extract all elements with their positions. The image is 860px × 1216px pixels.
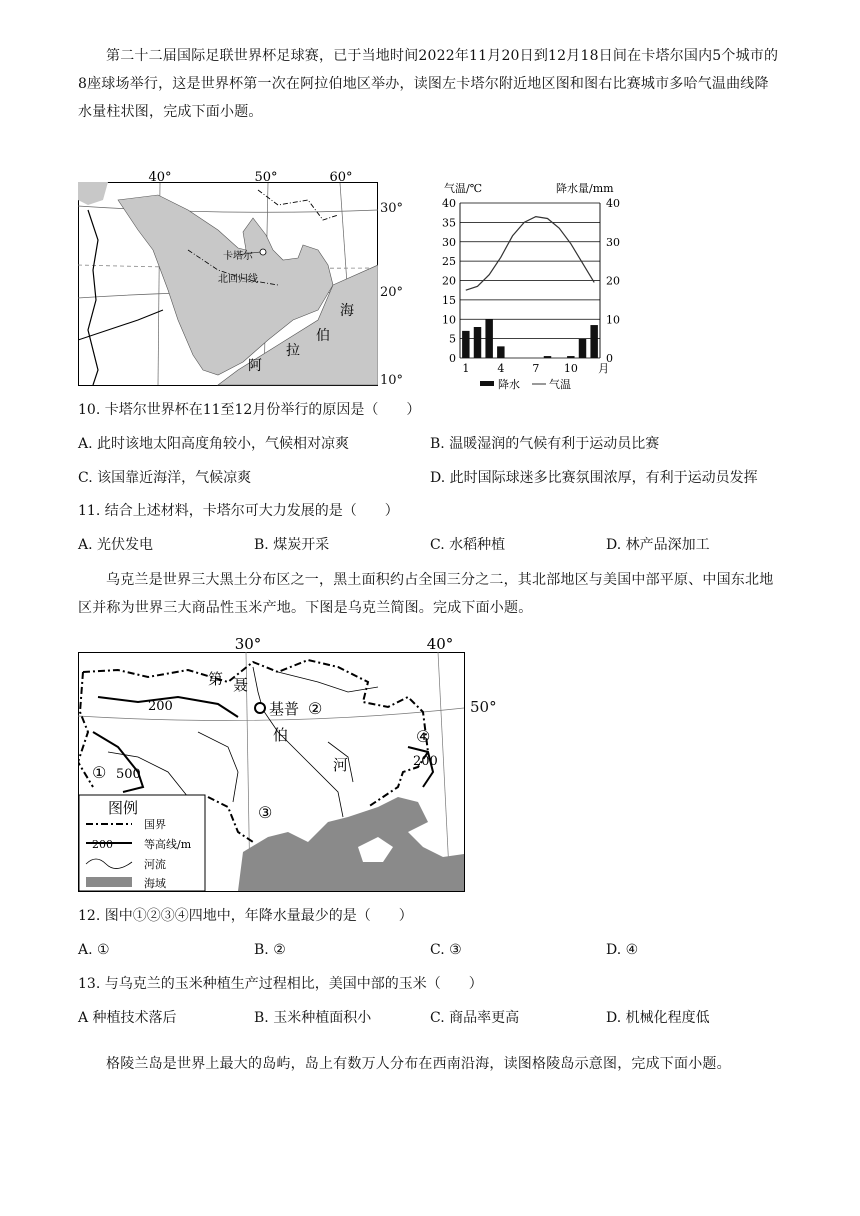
point-4: ④	[416, 727, 431, 746]
legend-contour-sample: 200	[92, 838, 113, 851]
point-2: ②	[308, 699, 323, 718]
river-char-2: 聂	[233, 676, 249, 694]
intro-paragraph-2: 乌克兰是世界三大黑土分布区之一，黑土面积约占全国三分之二，其北部地区与美国中部平原、中国东北地区并称为世界三大商品性玉米产地。下图是乌克兰简图。完成下面小题。	[78, 572, 774, 616]
contour-label-3: 200	[413, 754, 438, 769]
precip-bar-2	[474, 327, 481, 358]
lon-50: 50°	[254, 170, 278, 185]
precip-bar-4	[497, 346, 504, 358]
precip-bar-10	[567, 356, 574, 358]
river-char-3: 伯	[273, 726, 289, 744]
precip-bar-1	[462, 331, 469, 358]
lat-20: 20°	[380, 285, 404, 300]
lat-50: 50°	[470, 698, 497, 716]
legend-border: 国界	[144, 818, 166, 831]
legend-sea: 海域	[144, 877, 166, 890]
right-axis-label: 降水量/mm	[556, 182, 614, 195]
intro-paragraph-3: 格陵兰岛是世界上最大的岛屿，岛上有数万人分布在西南沿海，读图格陵岛示意图，完成下面小题。	[106, 1056, 731, 1072]
lon-60: 60°	[329, 170, 353, 185]
sea-char-4: 阿	[248, 358, 262, 374]
y-tick-left: 0	[449, 352, 456, 365]
y-tick-left: 25	[442, 255, 456, 269]
point-1: ①	[92, 763, 107, 782]
q12-option-d[interactable]: D. ④	[606, 942, 639, 958]
q12-option-a[interactable]: A. ①	[78, 942, 110, 958]
q13-stem: 13. 与乌克兰的玉米种植生产过程相比，美国中部的玉米（ ）	[78, 976, 483, 992]
q13-option-b[interactable]: B. 玉米种植面积小	[254, 1010, 372, 1026]
precip-bar-11	[579, 339, 586, 358]
y-tick-left: 10	[442, 313, 456, 327]
y-tick-right: 10	[606, 313, 620, 327]
precip-bar-3	[485, 319, 492, 358]
doha-climate-chart	[420, 178, 620, 394]
q12-stem: 12. 图中①②③④四地中，年降水量最少的是（ ）	[78, 908, 413, 924]
q10-option-b[interactable]: B. 温暖湿润的气候有利于运动员比赛	[430, 436, 660, 452]
q13-option-d[interactable]: D. 机械化程度低	[606, 1010, 710, 1026]
sea-char-1: 海	[340, 303, 354, 319]
q13-option-c[interactable]: C. 商品率更高	[430, 1010, 520, 1026]
x-tick: 4	[497, 362, 505, 375]
legend-river: 河流	[144, 858, 166, 871]
q11-option-c[interactable]: C. 水稻种植	[430, 537, 506, 553]
x-unit: 月	[598, 362, 610, 375]
y-tick-right: 40	[606, 197, 620, 210]
legend-precip-swatch	[480, 381, 494, 386]
x-tick: 1	[462, 362, 470, 375]
q11-option-a[interactable]: A. 光伏发电	[78, 537, 154, 553]
q11-option-b[interactable]: B. 煤炭开采	[254, 537, 330, 553]
q10-stem: 10. 卡塔尔世界杯在11至12月份举行的原因是（ ）	[78, 402, 421, 418]
y-tick-left: 40	[442, 197, 456, 210]
contour-label-1: 200	[148, 699, 173, 714]
place-qatar: 卡塔尔	[223, 251, 253, 262]
lon-40b: 40°	[426, 635, 454, 653]
tropic-label: 北回归线	[218, 274, 258, 285]
precip-bar-8	[544, 356, 551, 358]
intro-paragraph-1: 第二十二届国际足联世界杯足球赛，已于当地时间2022年11月20日到12月18日间在卡塔尔国内5个城市的8座球场举行，这是世界杯第一次在阿拉伯地区举办，读图左卡塔尔附近地区图和图右比赛城市多哈气温曲线降水量柱状图，完成下面小题。	[78, 48, 779, 120]
precip-bar-12	[590, 325, 597, 358]
temperature-curve	[466, 217, 594, 291]
q13-option-a[interactable]: A 种植技术落后	[78, 1010, 177, 1026]
q10-option-c[interactable]: C. 该国靠近海洋，气候凉爽	[78, 470, 252, 486]
legend-contour: 等高线/m	[144, 838, 192, 851]
y-tick-left: 35	[442, 216, 456, 230]
q11-stem: 11. 结合上述材料，卡塔尔可大力发展的是（ ）	[78, 503, 399, 519]
y-tick-left: 5	[449, 332, 456, 346]
y-tick-right: 30	[606, 235, 620, 249]
x-tick: 7	[532, 362, 540, 375]
y-tick-right: 20	[606, 274, 620, 288]
legend-title: 图例	[108, 799, 139, 817]
y-tick-left: 15	[442, 293, 456, 307]
left-axis-label: 气温/℃	[444, 182, 483, 195]
lat-10: 10°	[380, 373, 404, 388]
point-3: ③	[258, 803, 273, 822]
sea-char-3: 拉	[286, 343, 300, 359]
legend-temp: 气温	[549, 378, 571, 391]
sea-char-2: 伯	[316, 328, 330, 344]
q12-option-b[interactable]: B. ②	[254, 942, 286, 958]
q11-option-d[interactable]: D. 林产品深加工	[606, 537, 710, 553]
lon-30: 30°	[234, 635, 262, 653]
qatar-region-map	[78, 170, 378, 388]
y-tick-left: 20	[442, 274, 456, 288]
river-char-1: 第	[208, 670, 224, 688]
city-kiev: 基普	[269, 700, 300, 718]
y-tick-right: 0	[606, 352, 613, 365]
q10-option-d[interactable]: D. 此时国际球迷多比赛氛围浓厚，有利于运动员发挥	[430, 470, 758, 486]
legend-precip: 降水	[498, 378, 520, 391]
ukraine-map	[78, 632, 498, 894]
lon-40: 40°	[148, 170, 172, 185]
q10-option-a[interactable]: A. 此时该地太阳高度角较小，气候相对凉爽	[78, 436, 350, 452]
y-tick-left: 30	[442, 235, 456, 249]
lat-30: 30°	[380, 201, 404, 216]
x-tick: 10	[563, 362, 578, 375]
river-char-4: 河	[333, 756, 349, 774]
contour-label-2: 500	[116, 767, 141, 782]
q12-option-c[interactable]: C. ③	[430, 942, 462, 958]
